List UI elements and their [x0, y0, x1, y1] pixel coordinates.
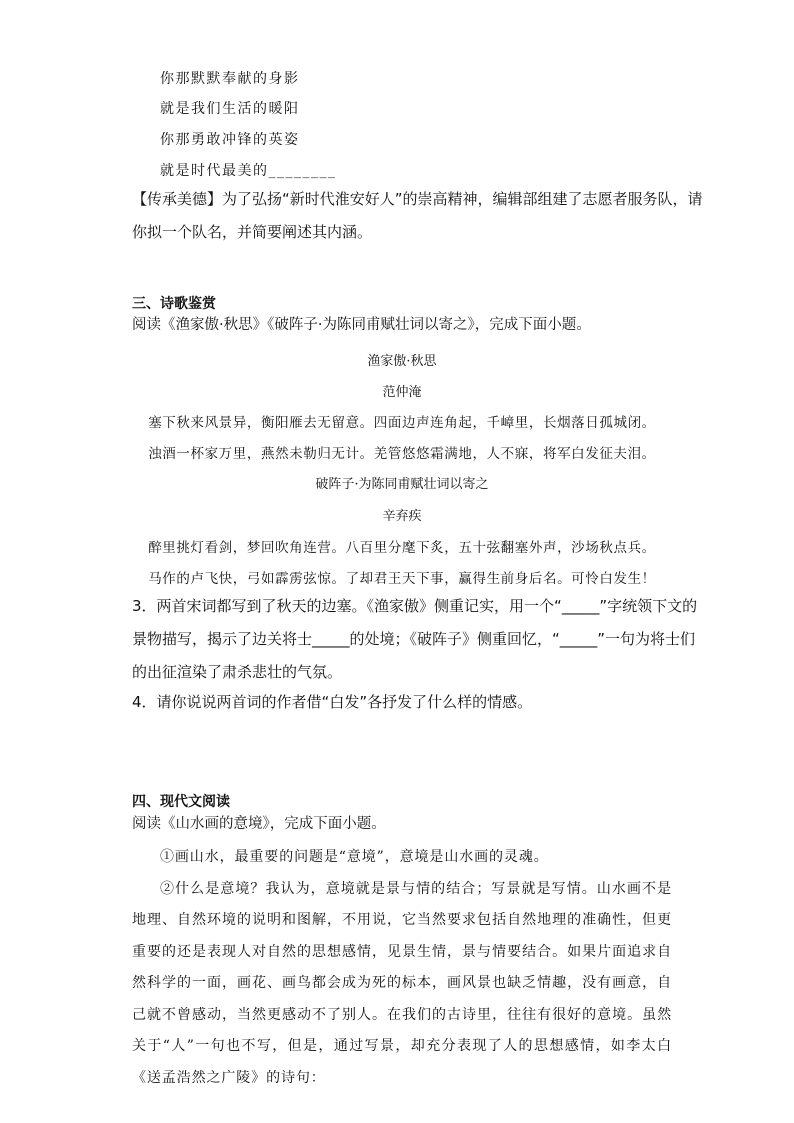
section-4-intro: 阅读《山水画的意境》，完成下面小题。 [132, 816, 386, 832]
essay-paragraph-1: ①画山水，最重要的问题是“意境”，意境是山水画的灵魂。 [160, 849, 549, 865]
question-3-line-2: 景物描写，揭示了边关将士_____的处境；《破阵子》侧重回忆，“_____”一句为将士们 [132, 630, 696, 648]
section-4-heading: 四、现代文阅读 [132, 794, 230, 810]
poem-2-title: 破阵子·为陈同甫赋壮词以寄之 [315, 477, 489, 492]
essay-body [132, 842, 672, 1094]
poem-line-1: 你那默默奉献的身影 [160, 71, 300, 87]
question-4: 4．请你说说两首词的作者借“白发”各抒发了什么样的情感。 [132, 693, 533, 711]
question-3-line-3: 的出征渲染了肃杀悲壮的气氛。 [132, 663, 343, 681]
section-3-heading: 三、诗歌鉴赏 [132, 296, 216, 312]
poem-2-verse-1: 醉里挑灯看剑，梦回吹角连营。八百里分麾下炙，五十弦翻塞外声，沙场秋点兵。 [148, 540, 656, 556]
poem-1-title: 渔家傲·秋思 [367, 354, 437, 369]
poem-1-verse-1: 塞下秋来风景异，衡阳雁去无留意。四面边声连角起，千嶂里，长烟落日孤城闭。 [148, 415, 656, 431]
poem-2-verse-2: 马作的卢飞快，弓如霹雳弦惊。了却君王天下事，赢得生前身后名。可怜白发生！ [148, 571, 656, 587]
poem-2-author: 辛弃疾 [382, 509, 422, 524]
poem-line-4: 就是时代最美的________ [160, 163, 337, 179]
poem-line-3: 你那勇敢冲锋的英姿 [160, 132, 300, 148]
inherit-line-2: 你拟一个队名，并简要阐述其内涵。 [132, 223, 373, 241]
essay-paragraph-2: ②什么是意境？我认为，意境就是景与情的结合；写景就是写情。山水画不是地理、自然环境的说明和图解，不用说，它当然要求包括自然地理的准确性，但更重要的还是表现人对自然的思想感情，见景生情，景与情要结合。如果片面追求自然科学的一面，画花、画鸟都会成为死的标本，画风景也缺乏情趣，没有画意，自己就不曾感动，当然更感动不了别人。在我们的古诗里，往往有很好的意境。虽然关于“人”一句也不写，但是，通过写景，却充分表现了人的思想感情，如李太白《送孟浩然之广陵》的诗句： [132, 880, 672, 1086]
inherit-line-1: 【传承美德】为了弘扬“新时代淮安好人”的崇高精神，编辑部组建了志愿者服务队，请 [132, 190, 703, 208]
section-3-intro: 阅读《渔家傲·秋思》《破阵子·为陈同甫赋壮词以寄之》，完成下面小题。 [132, 317, 591, 333]
question-3-line-1: 3．两首宋词都写到了秋天的边塞。《渔家傲》侧重记实，用一个“_____”字统领下文的 [132, 597, 698, 615]
poem-line-2: 就是我们生活的暖阳 [160, 101, 300, 117]
poem-1-verse-2: 浊酒一杯家万里，燕然未勒归无计。羌管悠悠霜满地，人不寐，将军白发征夫泪。 [148, 446, 656, 462]
poem-1-author: 范仲淹 [382, 385, 422, 400]
